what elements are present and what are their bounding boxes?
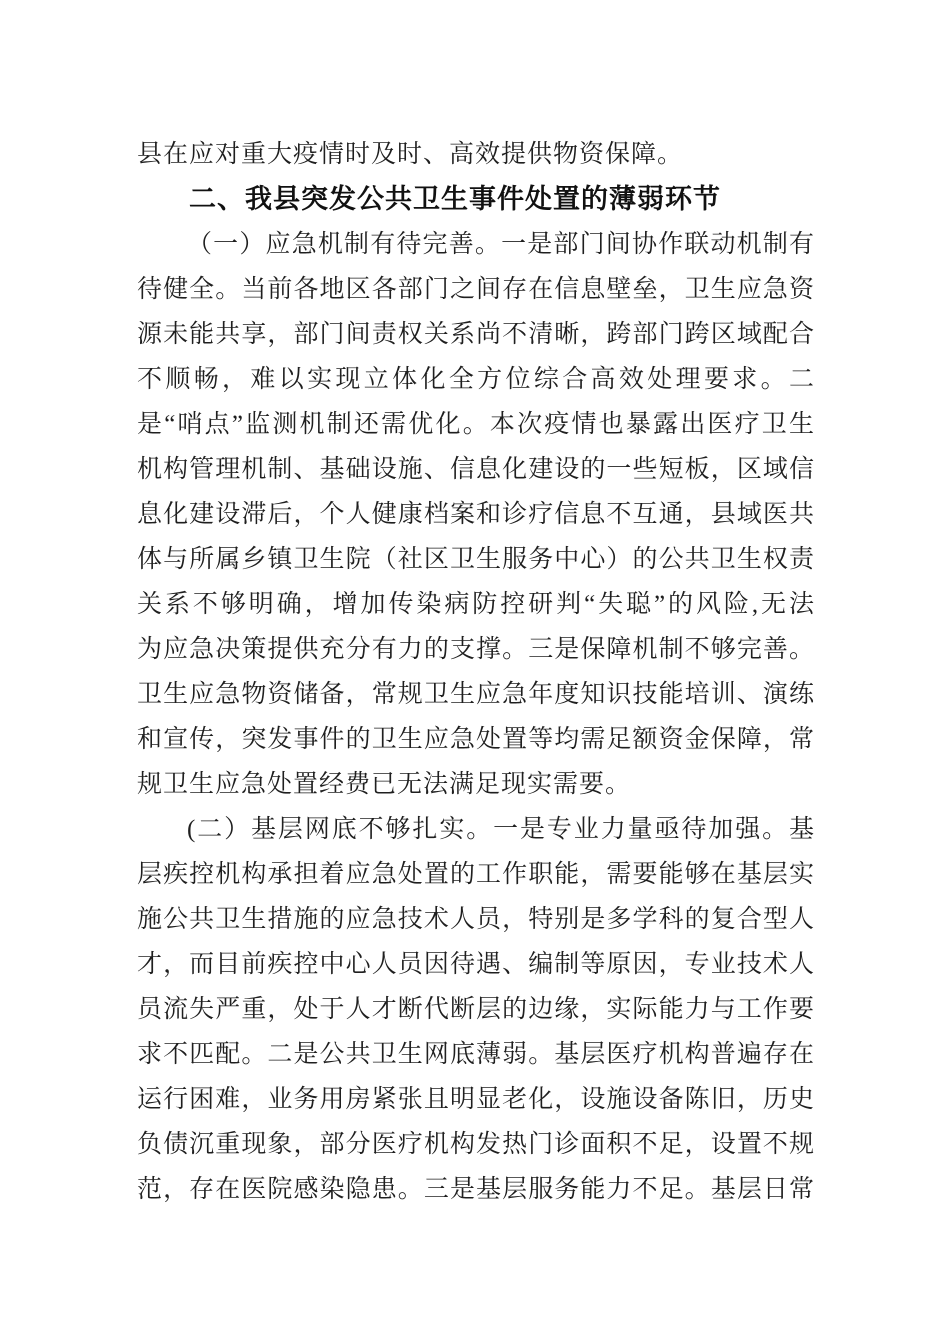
text-line: 待健全。当前各地区各部门之间存在信息壁垒，卫生应急资	[137, 276, 815, 303]
text-line: 规卫生应急处置经费已无法满足现实需要。	[137, 771, 632, 798]
text-line: 求不匹配。二是公共卫生网底薄弱。基层医疗机构普遍存在	[137, 1041, 815, 1068]
text-line: 体与所属乡镇卫生院（社区卫生服务中心）的公共卫生权责	[137, 546, 815, 573]
text-line: 为应急决策提供充分有力的支撑。三是保障机制不够完善。	[137, 636, 815, 663]
text-line: 卫生应急物资储备，常规卫生应急年度知识技能培训、演练	[137, 681, 815, 708]
section-heading: 二、我县突发公共卫生事件处置的薄弱环节	[189, 184, 721, 214]
text-line: 才，而目前疾控中心人员因待遇、编制等原因，专业技术人	[137, 951, 815, 978]
text-line: 运行困难，业务用房紧张且明显老化，设施设备陈旧，历史	[137, 1086, 815, 1113]
text-line: 层疾控机构承担着应急处置的工作职能，需要能够在基层实	[137, 861, 815, 888]
text-line: 息化建设滞后，个人健康档案和诊疗信息不互通，县域医共	[137, 501, 815, 528]
text-line: 负债沉重现象，部分医疗机构发热门诊面积不足，设置不规	[137, 1131, 815, 1158]
text-line: 是“哨点”监测机制还需优化。本次疫情也暴露出医疗卫生	[137, 411, 815, 438]
text-line: 不顺畅，难以实现立体化全方位综合高效处理要求。二	[137, 366, 815, 393]
document-body	[137, 132, 815, 1212]
text-line: 施公共卫生措施的应急技术人员，特别是多学科的复合型人	[137, 906, 815, 933]
text-line: 关系不够明确，增加传染病防控研判“失聪”的风险,无法	[137, 591, 815, 618]
text-line: (二）基层网底不够扎实。一是专业力量亟待加强。基	[187, 816, 815, 843]
text-line: 源未能共享，部门间责权关系尚不清晰，跨部门跨区域配合	[137, 321, 815, 348]
text-line: 县在应对重大疫情时及时、高效提供物资保障。	[137, 141, 684, 168]
text-line: 机构管理机制、基础设施、信息化建设的一些短板，区域信	[137, 456, 815, 483]
text-line: 员流失严重，处于人才断代断层的边缘，实际能力与工作要	[137, 996, 815, 1023]
text-line: （一）应急机制有待完善。一是部门间协作联动机制有	[187, 231, 815, 258]
text-line: 范，存在医院感染隐患。三是基层服务能力不足。基层日常	[137, 1176, 815, 1203]
text-line: 和宣传，突发事件的卫生应急处置等均需足额资金保障，常	[137, 726, 815, 753]
